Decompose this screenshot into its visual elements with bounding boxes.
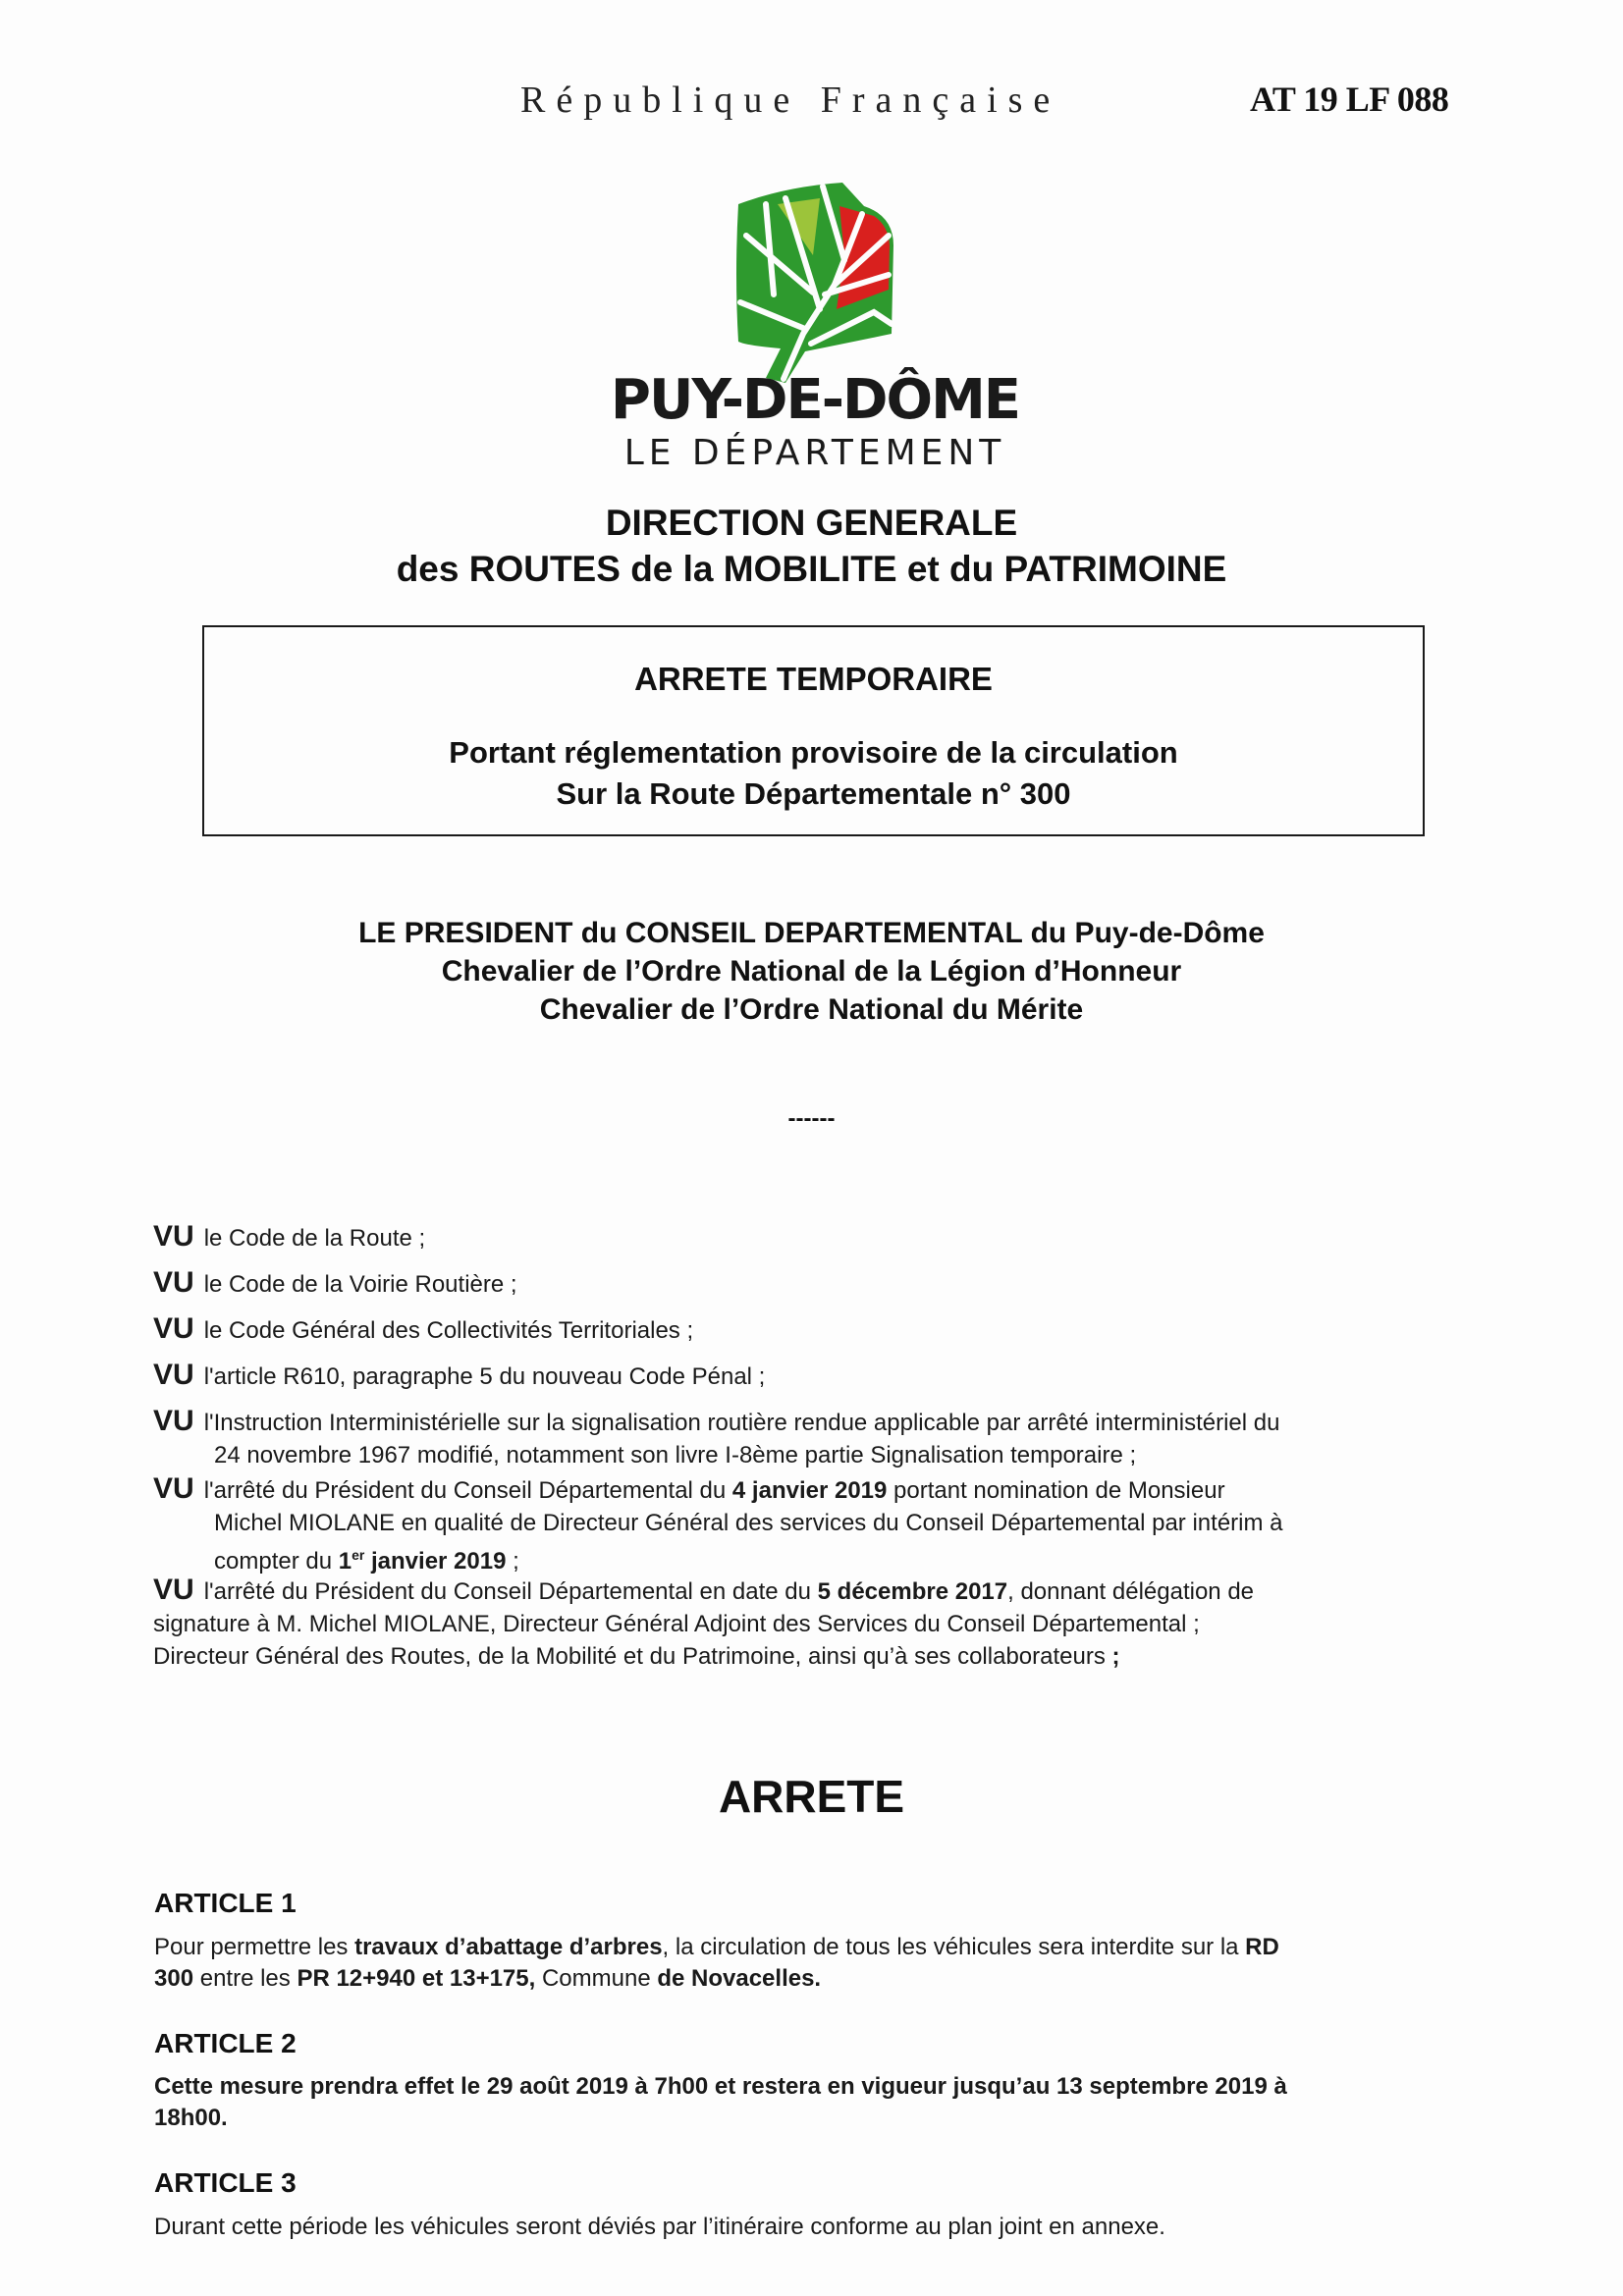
- article-text: entre les: [193, 1965, 298, 1992]
- reference-number: AT 19 LF 088: [1250, 80, 1449, 119]
- title-box: [202, 625, 1425, 836]
- article-text: , la circulation de tous les véhicules sera interdite sur la: [662, 1934, 1246, 1960]
- logo-subtitle: LE DÉPARTEMENT: [623, 433, 1006, 473]
- article-bold: RD: [1245, 1934, 1279, 1960]
- vu-text-continued: [153, 1640, 1488, 1673]
- vu-label: VU: [153, 1266, 194, 1299]
- vu-text: le Code de la Route ;: [203, 1225, 426, 1252]
- vu-sup: er: [352, 1547, 365, 1563]
- article-3-body: Durant cette période les véhicules seront déviés par l’itinéraire conforme au plan joint en annexe.: [154, 2214, 1165, 2240]
- vu-text: l'arrêté du Président du Conseil Départemental du: [203, 1477, 732, 1504]
- article-bold: 300: [154, 1965, 194, 1992]
- vu-item: [153, 1472, 1488, 1577]
- logo-name: PUY-DE-DÔME: [610, 368, 1020, 432]
- president-line-1: LE PRESIDENT du CONSEIL DEPARTEMENTAL du Puy-de-Dôme: [358, 917, 1265, 949]
- president-line-2: Chevalier de l’Ordre National de la Légion d’Honneur: [441, 955, 1182, 988]
- article-bold: PR 12+940 et 13+175,: [297, 1965, 536, 1992]
- vu-label: VU: [153, 1312, 194, 1345]
- article-text: Cette mesure prendra effet le 29 août 2019 à 7h00 et restera en vigueur jusqu’au 13 septembre 2019 à: [154, 2073, 1287, 2100]
- vu-item: [153, 1266, 1488, 1301]
- separator: ------: [787, 1105, 836, 1132]
- vu-text-continued: [153, 1539, 1488, 1577]
- republique-francaise: République Française: [520, 80, 1061, 121]
- title-box-subtitle-1: Portant réglementation provisoire de la circulation: [449, 735, 1178, 770]
- arrete-title: ARRETE: [718, 1771, 905, 1822]
- vu-text: ;: [506, 1548, 519, 1575]
- vu-text: le Code Général des Collectivités Territoriales ;: [203, 1317, 694, 1344]
- vu-text-continued: Michel MIOLANE en qualité de Directeur Général des services du Conseil Départemental par intérim à: [214, 1510, 1283, 1536]
- vu-item: [153, 1405, 1488, 1471]
- vu-text: le Code de la Voirie Routière ;: [203, 1271, 517, 1298]
- vu-label: VU: [153, 1574, 194, 1606]
- vu-item: [153, 1359, 1488, 1393]
- direction-line-2: des ROUTES de la MOBILITE et du PATRIMOINE: [396, 549, 1227, 589]
- president-line-3: Chevalier de l’Ordre National du Mérite: [539, 993, 1084, 1026]
- vu-item: [153, 1220, 1488, 1255]
- vu-text: ;: [1105, 1643, 1120, 1670]
- vu-label: VU: [153, 1405, 194, 1437]
- article-text: Pour permettre les: [154, 1934, 355, 1960]
- vu-text-continued: 24 novembre 1967 modifié, notamment son livre I-8ème partie Signalisation temporaire ;: [214, 1442, 1137, 1468]
- vu-date: 4 janvier 2019: [731, 1477, 888, 1504]
- article-2-heading: ARTICLE 2: [154, 2028, 297, 2058]
- vu-text: Directeur Général des Routes, de la Mobilité et du Patrimoine, ainsi qu’à ses collaborateurs: [153, 1643, 1106, 1670]
- title-box-title: ARRETE TEMPORAIRE: [634, 661, 993, 697]
- vu-item: [153, 1574, 1488, 1673]
- vu-label: VU: [153, 1220, 194, 1253]
- vu-text: l'arrêté du Président du Conseil Départemental en date du: [203, 1578, 818, 1605]
- article-text: Commune: [535, 1965, 658, 1992]
- vu-label: VU: [153, 1359, 194, 1391]
- article-1-body: [154, 1932, 1489, 1995]
- vu-item: [153, 1312, 1488, 1347]
- vu-text-continued: signature à M. Michel MIOLANE, Directeur Général Adjoint des Services du Conseil Départemental ;: [153, 1611, 1200, 1637]
- article-bold: de Novacelles.: [657, 1965, 822, 1992]
- article-2-body: [154, 2071, 1489, 2134]
- vu-text: compter du: [214, 1548, 339, 1575]
- vu-text: l'Instruction Interministérielle sur la signalisation routière rendue applicable par arrêté interministériel du: [203, 1410, 1280, 1436]
- article-1-heading: ARTICLE 1: [154, 1888, 297, 1918]
- vu-label: VU: [153, 1472, 194, 1505]
- article-3-heading: ARTICLE 3: [154, 2167, 297, 2198]
- vu-text: l'article R610, paragraphe 5 du nouveau Code Pénal ;: [203, 1363, 766, 1390]
- vu-text: , donnant délégation de: [1007, 1578, 1255, 1605]
- vu-date: 5 décembre 2017: [817, 1578, 1008, 1605]
- vu-date: janvier 2019: [364, 1548, 507, 1575]
- article-text: 18h00.: [154, 2105, 228, 2131]
- title-box-subtitle-2: Sur la Route Départementale n° 300: [556, 776, 1071, 811]
- vu-date: 1: [338, 1548, 352, 1575]
- vu-text: portant nomination de Monsieur: [887, 1477, 1225, 1504]
- article-bold: travaux d’abattage d’arbres: [354, 1934, 663, 1960]
- direction-line-1: DIRECTION GENERALE: [605, 503, 1018, 543]
- puy-de-dome-logo-icon: [727, 177, 903, 383]
